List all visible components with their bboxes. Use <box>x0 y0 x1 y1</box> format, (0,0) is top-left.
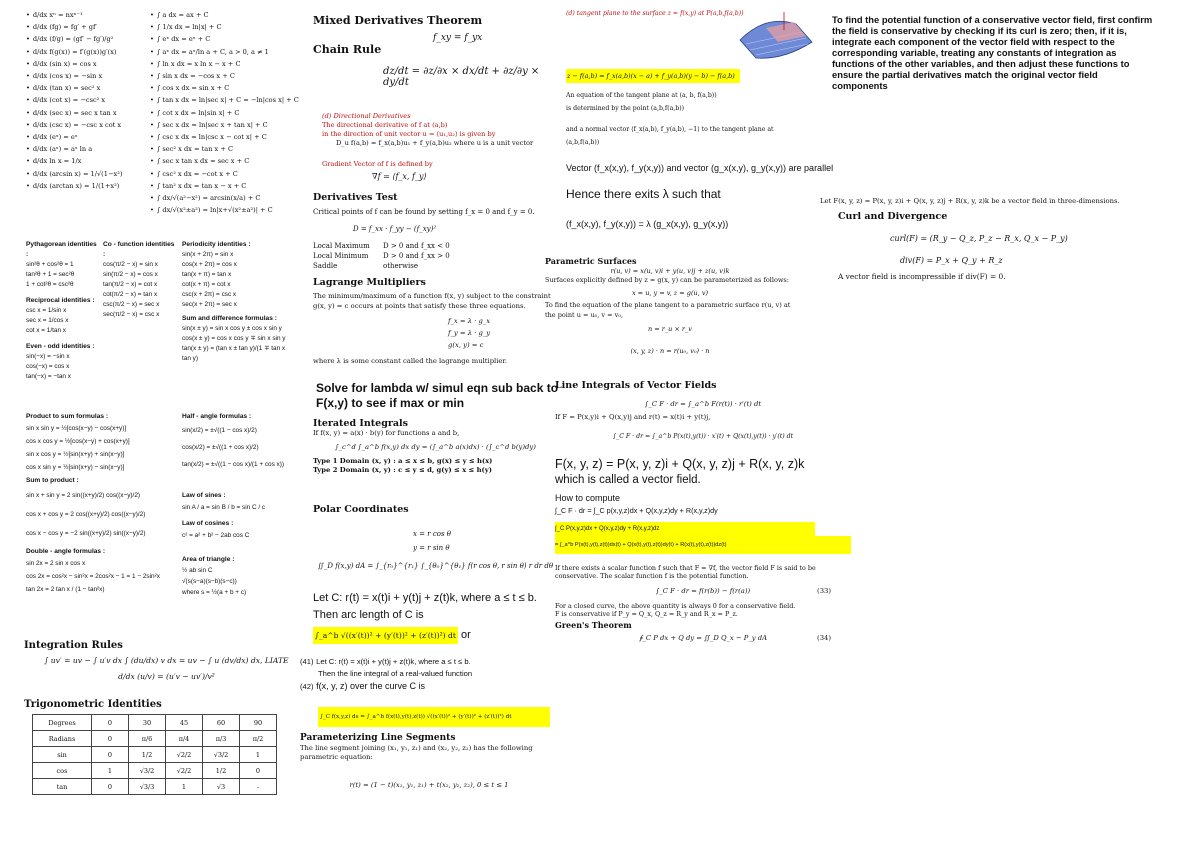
green-eq: ∮_C P dx + Q dy = ∬_D Q_x − P_y dA <box>638 634 768 642</box>
how-hl1: ∫_C P(x,y,z)dx + Q(x,y,z)dy + R(x,y,z)dz <box>555 522 815 536</box>
tangent-t2: is determined by the point (a,b,f(a,b)) <box>566 105 685 112</box>
polareqs-item: x = r cos θ <box>413 530 452 538</box>
reciprocal-list <box>26 306 98 336</box>
area-item: √(s(s−a)(s−b)(s−c)) <box>182 578 237 585</box>
deriv-ul-item: • d/dx (fg) = fg′ + gf′ <box>26 21 150 33</box>
pyth-item: tan²θ + 1 = sec²θ <box>26 271 75 278</box>
even-odd-title: Even - odd identities : <box>26 343 95 350</box>
sumprod-item: cos x + cos y = 2 cos((x+y)/2) cos((x−y)/2) <box>26 511 146 518</box>
trig-table-cell: 1/2 <box>203 763 240 779</box>
directional-block <box>322 112 552 181</box>
area-item: where s = ½(a + b + c) <box>182 589 247 596</box>
deriv-ul-item: • d/dx (sin x) = cos x <box>26 58 150 70</box>
param-surface-eq2: x = u, y = v, z = g(u, v) <box>631 288 709 297</box>
evenodd-item: tan(−x) = −tan x <box>26 373 71 380</box>
surface-plot-figure <box>736 10 816 66</box>
param-surface-title: Parametric Surfaces <box>545 256 637 266</box>
integrals-list <box>150 9 300 216</box>
deriv-test-condition: D > 0 and f_xx < 0 <box>383 242 450 250</box>
closed-curve-text2: F is conservative if P_y = Q_x, Q_z = R_y and R_x = P_z. <box>555 610 738 618</box>
halfang-item: cos(x/2) = ±√((1 + cos x)/2) <box>182 444 259 451</box>
sines-title: Law of sines : <box>182 492 226 499</box>
lambda-note: Solve for lambda w/ simul eqn sub back to F(x,y) to see if max or min <box>316 381 559 410</box>
arc-fxyz: f(x, y, z) over the curve C is <box>316 681 425 691</box>
trig-table-cell: 0 <box>92 731 129 747</box>
lagrange-text: The minimum/maximum of a function f(x, y) subject to the constraint g(x, y) = c occurs at points that satisfy these three equations. <box>313 292 551 310</box>
trig-table-cell: 1 <box>92 763 129 779</box>
lagrange-note: where λ is some constant called the lagrange multiplier. <box>313 357 508 366</box>
hence-line: Hence there exits λ such that <box>566 187 721 201</box>
trig-table-cell: √3/3 <box>129 779 166 795</box>
integ-ul-item: • ∫ a dx = ax + C <box>150 9 300 21</box>
line-int-title: Line Integrals of Vector Fields <box>555 380 717 391</box>
deriv-ul-item: • d/dx (arcsin x) = 1/√(1−x²) <box>26 168 150 180</box>
integ-ul-item: • ∫ csc x dx = ln|csc x − cot x| + C <box>150 131 300 143</box>
double-title: Double - angle formulas : <box>26 548 106 555</box>
integ-ul-item: • ∫ sec² x dx = tan x + C <box>150 143 300 155</box>
trig-table-row <box>33 731 277 747</box>
derivatives-list <box>26 9 150 192</box>
trig-table-cell: 1 <box>166 779 203 795</box>
param-line-eq: r(t) = (1 − t)(x₁, y₁, z₁) + t(x₂, y₂, z₂), 0 ≤ t ≤ 1 <box>349 780 509 789</box>
integration-rules-block <box>24 640 309 682</box>
period-item: tan(x + π) = tan x <box>182 271 232 278</box>
cofun-item: cot(π/2 − x) = tan x <box>103 291 158 298</box>
trig-lower-right <box>182 412 297 598</box>
potential-function-note: To find the potential function of a conservative vector field, first confirm the field is conservative by checking if its curl is zero; then, if it is, integrate each component of the vector field with respect to the corresponding variable, treating any constants of integration as functions of the other variables, and then adjust these functions to ensure the partial derivatives match the original vector field components <box>832 14 1153 91</box>
iterated-block <box>313 419 558 476</box>
cosines-title: Law of cosines : <box>182 520 234 527</box>
trig-table-cell: π/4 <box>166 731 203 747</box>
cofun-item: tan(π/2 − x) = cot x <box>103 281 158 288</box>
mixed-title: Mixed Derivatives Theorem <box>313 14 483 27</box>
polar-block <box>313 505 558 571</box>
tangent-title: (d) tangent plane to the surface z = f(x,y) at P(a,b,f(a,b)) <box>566 10 744 17</box>
lagrange-eqs <box>448 315 558 351</box>
integ-ul-item: • ∫ 1/x dx = ln|x| + C <box>150 21 300 33</box>
cofunction-list <box>103 260 175 320</box>
trig-table-cell: π/6 <box>129 731 166 747</box>
div-eq: div(F) = P_x + Q_y + R_z <box>900 256 1003 265</box>
chain-rule-eq: dz/dt = ∂z/∂x × dx/dt + ∂z/∂y × dy/dt <box>383 66 540 88</box>
double-item: sin 2x = 2 sin x cos x <box>26 560 86 567</box>
deriv-test-row <box>313 251 558 261</box>
even-odd-list <box>26 352 98 382</box>
tangent-t3: and a normal vector ⟨f_x(a,b), f_y(a,b), −1⟩ to the tangent plane at (a,b,f(a,b)) <box>566 126 774 146</box>
trig-table-cell: 45 <box>166 715 203 731</box>
vector-field-def: F(x, y, z) = P(x, y, z)i + Q(x, y, z)j + R(x, y, z)k <box>555 457 805 471</box>
half-angle-list <box>182 422 297 473</box>
quotient-rule: d/dx (u/v) = (u′v − uv′)/v² <box>118 672 215 681</box>
evenodd-item: cos(−x) = cos x <box>26 363 70 370</box>
pythagorean-title: Pythagorean identities : <box>26 241 97 258</box>
conservative-text: If there exists a scalar function f such that F = ∇f, the vector field F is said to be conservative. The scalar function f is the potential function. <box>555 564 816 580</box>
sines-list <box>182 501 297 515</box>
deriv-ul-item: • d/dx (aˣ) = aˣ ln a <box>26 143 150 155</box>
prodsum-item: cos x cos y = ½[cos(x−y) + cos(x+y)] <box>26 438 130 445</box>
eq-number-33: (33) <box>817 587 831 595</box>
trig-table-cell: π/3 <box>203 731 240 747</box>
sum-product-list <box>26 486 166 543</box>
trig-table-cell: 60 <box>203 715 240 731</box>
sines-item: sin A / a = sin B / b = sin C / c <box>182 504 266 511</box>
integ-ul-item: • ∫ sec x tan x dx = sec x + C <box>150 155 300 167</box>
period-item: sin(x + 2π) = sin x <box>182 251 234 258</box>
arc-formula-line <box>313 627 563 644</box>
green-title: Green's Theorem <box>555 620 632 630</box>
integ-ul-item: • ∫ cos x dx = sin x + C <box>150 82 300 94</box>
integ-ul-item: • ∫ dx/√(x²±a²) = ln|x+√(x²±a²)| + C <box>150 204 300 216</box>
eq-number-42: (42) <box>300 682 314 691</box>
polar-int: ∬_D f(x,y) dA = ∫_{r₀}^{r₁} ∫_{θ₀}^{θ₁} f(r cos θ, r sin θ) r dr dθ <box>317 562 554 570</box>
trig-table-cell: 1/2 <box>129 747 166 763</box>
trig-table-cell: 0 <box>240 763 277 779</box>
deriv-test-D: D = f_xx · f_yy − (f_xy)² <box>353 225 437 233</box>
type1: Type 1 Domain (x, y) : a ≤ x ≤ b, g(x) ≤ y ≤ h(x) <box>313 456 493 465</box>
line-int-text: If F = P(x,y)i + Q(x,y)j and r(t) = x(t)i + y(t)j, <box>555 413 711 421</box>
curl-eq: curl(F) = (R_y − Q_z, P_z − R_x, Q_x − P_y) <box>890 234 1068 243</box>
cofun-item: cos(π/2 − x) = sin x <box>103 261 158 268</box>
period-item: csc(x + 2π) = csc x <box>182 291 237 298</box>
double-item: tan 2x = 2 tan x / (1 − tan²x) <box>26 586 105 593</box>
sum-product-title: Sum to product : <box>26 477 79 484</box>
halfang-item: sin(x/2) = ±√((1 − cos x)/2) <box>182 427 257 434</box>
grad-title: Gradient Vector of f is defined by <box>322 160 433 168</box>
deriv-test-row <box>313 261 558 271</box>
dir-title: (d) Directional Derivatives <box>322 112 411 120</box>
trig-table-row <box>33 763 277 779</box>
lagrange-title: Lagrange Multipliers <box>313 277 426 288</box>
integration-rules-formula: ∫ uv′ = uv − ∫ u′v dx ∫ (du/dx) v dx = uv − ∫ u (dv/dx) dx, LIATE <box>44 656 289 665</box>
trig-table-cell: Degrees <box>33 715 92 731</box>
recip-item: cot x = 1/tan x <box>26 327 66 334</box>
trig-table-cell: - <box>240 779 277 795</box>
sum-diff-title: Sum and difference formulas : <box>182 315 277 322</box>
deriv-test-row <box>313 241 558 251</box>
periodicity-list <box>182 250 292 310</box>
trig-table-cell: √2/2 <box>166 747 203 763</box>
tangent-t1: An equation of the tangent plane at (a, b, f(a,b)) <box>566 92 717 99</box>
iterated-text: If f(x, y) = a(x) · b(y) for functions a and b, <box>313 428 460 437</box>
trig-col-2 <box>103 240 175 320</box>
trig-table-cell: Radians <box>33 731 92 747</box>
polareqs-item: y = r sin θ <box>413 544 450 552</box>
derivatives-test-block <box>313 193 558 271</box>
product-sum-list <box>26 422 166 474</box>
product-sum-title: Product to sum formulas : <box>26 413 109 420</box>
arc-formula2: ∫_C f(x,y,z) ds = ∫_a^b f(x(t),y(t),z(t)) √((x′(t))² + (y′(t))² + (z′(t))²) dt <box>318 707 550 727</box>
trig-table <box>32 714 277 795</box>
trig-table-block <box>24 699 277 795</box>
trig-table-cell: 1 <box>240 747 277 763</box>
line-integral-scalar-block <box>300 656 555 727</box>
area-title: Area of triangle : <box>182 556 235 563</box>
half-angle-title: Half - angle formulas : <box>182 413 252 420</box>
integ-ul-item: • ∫ sec x dx = ln|sec x + tan x| + C <box>150 119 300 131</box>
curl-title: Curl and Divergence <box>838 211 948 222</box>
trig-table-cell: √2/2 <box>166 763 203 779</box>
period-item: sec(x + 2π) = sec x <box>182 301 237 308</box>
double-item: cos 2x = cos²x − sin²x = 2cos²x − 1 = 1 − 2sin²x <box>26 573 160 580</box>
recip-item: sec x = 1/cos x <box>26 317 69 324</box>
trig-table-cell: 0 <box>92 747 129 763</box>
conservative-eq-row <box>555 586 851 596</box>
double-list <box>26 557 166 596</box>
dir-eq: D_u f(a,b) = f_x(a,b)u₁ + f_y(a,b)u₂ where u is a unit vector <box>336 139 534 147</box>
line-int-eq2: ∫_C F · dr = ∫_a^b P(x(t),y(t)) · x′(t) + Q(x(t),y(t)) · y′(t) dt <box>612 433 794 440</box>
sumprod-item: sin x + sin y = 2 sin((x+y)/2) cos((x−y)/2) <box>26 492 140 499</box>
deriv-test-case: Local Minimum <box>313 252 369 260</box>
chain-rule-title: Chain Rule <box>313 43 382 56</box>
cosines-list <box>182 529 297 543</box>
trig-table-cell: 30 <box>129 715 166 731</box>
prodsum-item: cos x sin y = ½[sin(x+y) − sin(x−y)] <box>26 464 125 471</box>
integrals-list-block <box>150 9 300 216</box>
param-line-block <box>300 734 558 790</box>
deriv-test-title: Derivatives Test <box>313 192 398 203</box>
deriv-ul-item: • d/dx ln x = 1/x <box>26 155 150 167</box>
integration-rules-title: Integration Rules <box>24 640 123 651</box>
lagrange-block <box>313 278 558 367</box>
mixed-eq: f_xy = f_yx <box>433 33 483 43</box>
cofunction-title: Co - function identities : <box>103 241 175 258</box>
sumdiff-item: tan(x ± y) = (tan x ± tan y)/(1 ∓ tan x tan y) <box>182 345 286 362</box>
iterated-eq: ∫_c^d ∫_a^b f(x,y) dx dy = (∫_a^b a(x)dx) · (∫_c^d b(y)dy) <box>335 443 536 451</box>
param-surface-eq4: (x, y, z) · n = r(u₀, v₀) · n <box>630 346 710 355</box>
arc-formula: ∫_a^b √((x′(t))² + (y′(t))² + (z′(t))²) dt <box>313 627 458 644</box>
cofun-item: sec(π/2 − x) = csc x <box>103 311 160 318</box>
period-item: cos(x + 2π) = cos x <box>182 261 237 268</box>
derivatives-list-block <box>26 9 150 192</box>
eq-number-41: (41) <box>300 657 314 666</box>
deriv-test-intro: Critical points of f can be found by setting f_x = 0 and f_y = 0. <box>313 208 535 216</box>
pyth-item: sin²θ + cos²θ = 1 <box>26 261 74 268</box>
trig-table-cell: π/2 <box>240 731 277 747</box>
lageqs-item: g(x, y) = c <box>448 341 484 350</box>
evenodd-item: sin(−x) = −sin x <box>26 353 70 360</box>
iterated-title: Iterated Integrals <box>313 418 408 429</box>
prodsum-item: sin x cos y = ½[sin(x+y) + sin(x−y)] <box>26 451 125 458</box>
integ-ul-item: • ∫ sin x dx = −cos x + C <box>150 70 300 82</box>
deriv-ul-item: • d/dx (csc x) = −csc x cot x <box>26 119 150 131</box>
integ-ul-item: • ∫ eˣ dx = eˣ + C <box>150 33 300 45</box>
reciprocal-title: Reciprocal identities : <box>26 297 95 304</box>
pythagorean-list <box>26 260 98 290</box>
param-surface-text2: To find the equation of the plane tangent to a parametric surface r(u, v) at the point u = u₀, v = v₀, <box>545 301 791 319</box>
recip-item: csc x = 1/sin x <box>26 307 67 314</box>
conservative-eq: ∫_C F · dr = f(r(b)) − f(r(a)) <box>655 587 751 595</box>
param-surface-text: Surfaces explicitly defined by z = g(x, y) can be parameterized as follows: <box>545 276 789 284</box>
curl-divergence-block <box>820 196 1190 282</box>
deriv-ul-item: • d/dx (sec x) = sec x tan x <box>26 107 150 119</box>
trig-table-row <box>33 715 277 731</box>
vector-parallel: Vector (f_x(x,y), f_y(x,y)) and vector (g_x(x,y), g_y(x,y)) are parallel <box>566 163 834 173</box>
deriv-ul-item: • d/dx xⁿ = nxⁿ⁻¹ <box>26 9 150 21</box>
dir-unit-text: in the direction of unit vector u = ⟨u₁,u₂⟩ is given by <box>322 130 496 138</box>
lambda-eq: (f_x(x,y), f_y(x,y)) = λ (g_x(x,y), g_y(x,y)) <box>566 219 729 229</box>
trig-table-cell: 90 <box>240 715 277 731</box>
polar-eqs <box>413 527 558 555</box>
trig-table-cell: tan <box>33 779 92 795</box>
deriv-ul-item: • d/dx (tan x) = sec² x <box>26 82 150 94</box>
closed-curve-text: For a closed curve, the above quantity is always 0 for a conservative field. <box>555 602 796 610</box>
trig-table-row <box>33 747 277 763</box>
trig-table-row <box>33 779 277 795</box>
integ-ul-item: • ∫ cot x dx = ln|sin x| + C <box>150 107 300 119</box>
sumprod-item: cos x − cos y = −2 sin((x+y)/2) sin((x−y)/2) <box>26 530 146 537</box>
how-eq: ∫_C F · dr = ∫_C p(x,y,z)dx + Q(x,y,z)dy + R(x,y,z)dy <box>555 506 718 515</box>
integ-ul-item: • ∫ aˣ dx = aˣ/ln a + C, a > 0, a ≠ 1 <box>150 46 300 58</box>
prodsum-item: sin x sin y = ½[cos(x−y) − cos(x+y)] <box>26 425 127 432</box>
line-int-eq1: ∫_C F · dr = ∫_a^b F(r(t)) · r′(t) dt <box>644 400 762 408</box>
integ-ul-item: • ∫ tan² x dx = tan x − x + C <box>150 180 300 192</box>
trig-table-cell: 0 <box>92 779 129 795</box>
incompressible-text: A vector field is incompressible if div(F) = 0. <box>838 272 1006 281</box>
deriv-ul-item: • d/dx (arctan x) = 1/(1+x²) <box>26 180 150 192</box>
cosines-item: c² = a² + b² − 2ab cos C <box>182 532 250 539</box>
halfang-item: tan(x/2) = ±√((1 − cos x)/(1 + cos x)) <box>182 461 285 468</box>
tangent-eq: z − f(a,b) = f_x(a,b)(x − a) + f_y(a,b)(y − b) − f(a,b) <box>566 69 740 83</box>
deriv-ul-item: • d/dx f(g(x)) = f′(g(x))g′(x) <box>26 46 150 58</box>
trig-table-cell: cos <box>33 763 92 779</box>
deriv-ul-item: • d/dx (f/g) = (gf′ − fg′)/g² <box>26 33 150 45</box>
deriv-test-case: Saddle <box>313 262 338 270</box>
cofun-item: sin(π/2 − x) = cos x <box>103 271 158 278</box>
param-surface-block <box>545 257 795 356</box>
sumdiff-item: sin(x ± y) = sin x cos y ± cos x sin y <box>182 325 282 332</box>
arc-let2: Let C: r(t) = x(t)i + y(t)j + z(t)k, where a ≤ t ≤ b. <box>316 657 471 666</box>
curl-let: Let F(x, y, z) = P(x, y, z)i + Q(x, y, z)j + R(x, y, z)k be a vector field in three-dimensions. <box>820 197 1120 205</box>
trig-table-cell: √3/2 <box>129 763 166 779</box>
tangent-plane-block <box>566 10 834 229</box>
sum-diff-list <box>182 324 292 364</box>
deriv-ul-item: • d/dx (eˣ) = eˣ <box>26 131 150 143</box>
polar-title: Polar Coordinates <box>313 504 409 515</box>
dir-unit <box>322 130 552 139</box>
integ-ul-item: • ∫ dx/√(a²−x²) = arcsin(x/a) + C <box>150 192 300 204</box>
param-line-text: The line segment joining (x₁, y₁, z₁) and (x₂, y₂, z₂) has the following parametric equation: <box>300 743 533 761</box>
arc-then: Then arc length of C is <box>313 609 424 621</box>
lageqs-item: f_y = λ · g_y <box>448 329 491 338</box>
arc-block <box>313 590 563 644</box>
deriv-test-condition: D > 0 and f_xx > 0 <box>383 252 450 260</box>
deriv-ul-item: • d/dx (cot x) = −csc² x <box>26 94 150 106</box>
trig-col-1 <box>26 240 98 382</box>
vector-field-note: which is called a vector field. <box>555 474 701 486</box>
trig-table-title: Trigonometric Identities <box>24 699 162 710</box>
eq-number-34: (34) <box>817 634 831 642</box>
pyth-item: 1 + cot²θ = csc²θ <box>26 281 74 288</box>
trig-table-cell: 0 <box>92 715 129 731</box>
integ-ul-item: • ∫ tan x dx = ln|sec x| + C = −ln|cos x| + C <box>150 94 300 106</box>
param-surface-eq: r(u, v) = x(u, v)i + y(u, v)j + z(u, v)k <box>610 266 730 275</box>
trig-table-cell: sin <box>33 747 92 763</box>
dir-def: The directional derivative of f at (a,b) <box>322 121 448 129</box>
type2: Type 2 Domain (x, y) : c ≤ y ≤ d, g(y) ≤ x ≤ h(y) <box>313 466 492 474</box>
arc-or: or <box>461 629 471 641</box>
grad-eq: ∇f = ⟨f_x, f_y⟩ <box>372 172 427 181</box>
tangent-text <box>566 89 806 149</box>
line-integrals-block <box>555 381 851 643</box>
mixed-derivatives-block <box>313 14 553 88</box>
lageqs-item: f_x = λ · g_x <box>448 317 491 326</box>
how-hl2: = ∫_a^b P(x(t),y(t),z(t))dx(t) + Q(x(t),y(t),z(t))dy(t) + R(x(t),y(t),z(t))dz(t) <box>555 536 851 554</box>
green-eq-row <box>555 633 851 643</box>
integ-ul-item: • ∫ csc² x dx = −cot x + C <box>150 168 300 180</box>
periodicity-title: Periodicity identities : <box>182 241 251 248</box>
trig-col-3 <box>182 240 292 364</box>
sumdiff-item: cos(x ± y) = cos x cos y ∓ sin x sin y <box>182 335 286 342</box>
deriv-test-case: Local Maximum <box>313 242 370 250</box>
area-list <box>182 565 297 598</box>
integ-ul-item: • ∫ ln x dx = x ln x − x + C <box>150 58 300 70</box>
cofun-item: csc(π/2 − x) = sec x <box>103 301 160 308</box>
arc-let: Let C: r(t) = x(t)i + y(t)j + z(t)k, where a ≤ t ≤ b. <box>313 592 537 604</box>
trig-table-cell: √3/2 <box>203 747 240 763</box>
deriv-test-table <box>313 241 558 271</box>
deriv-test-condition: otherwise <box>383 262 418 270</box>
trig-lower-left <box>26 412 166 596</box>
param-line-title: Parameterizing Line Segments <box>300 733 456 743</box>
how-to-compute: How to compute <box>555 493 621 503</box>
trig-table-cell: √3 <box>203 779 240 795</box>
area-item: ½ ab sin C <box>182 567 213 574</box>
deriv-ul-item: • d/dx (cos x) = −sin x <box>26 70 150 82</box>
period-item: cot(x + π) = cot x <box>182 281 231 288</box>
arc-then2: Then the line integral of a real-valued function <box>318 669 473 678</box>
param-surface-eq3: n = r_u × r_v <box>648 325 692 333</box>
